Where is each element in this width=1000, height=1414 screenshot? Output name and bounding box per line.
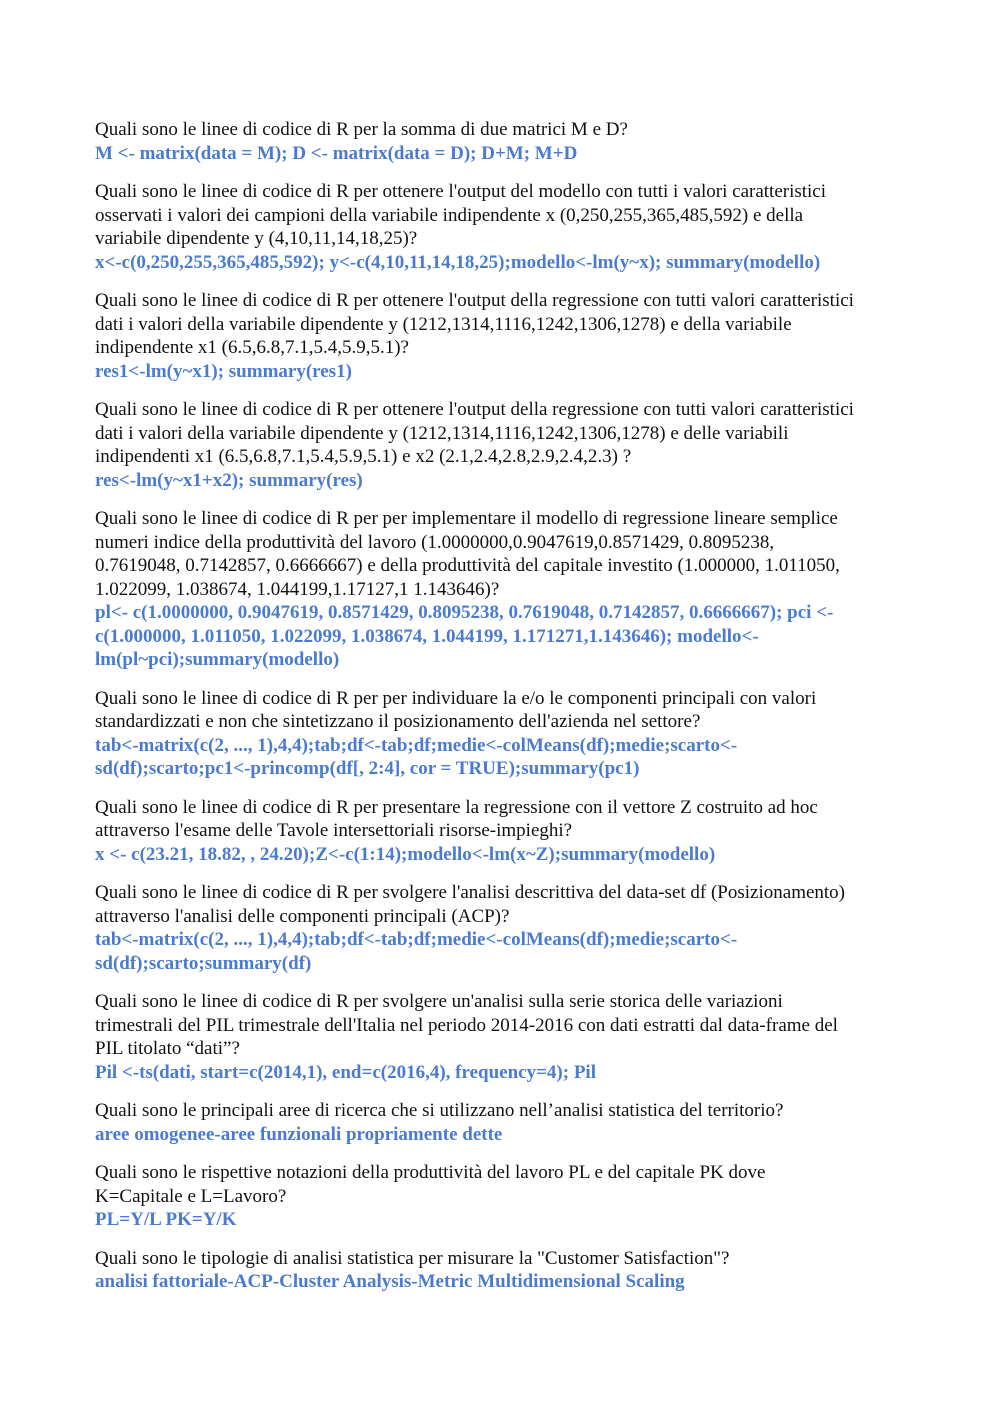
question-text: Quali sono le principali aree di ricerca che si utilizzano nell’analisi statistica del territorio? <box>95 1100 784 1121</box>
question-text: Quali sono le linee di codice di R per ottenere l'output del modello con tutti i valori caratteristici osservati i valori dei campioni della variabile indipendente x (0,250,255,365,485,592) e della variabile dipendente y (4,10,11,14,18,25)? <box>95 181 827 249</box>
qa-item <box>95 1247 915 1294</box>
qa-item <box>95 881 915 975</box>
answer-text: tab<-matrix(c(2, ..., 1),4,4);tab;df<-tab;df;medie<-colMeans(df);medie;scarto<- sd(df);scarto;pc1<-princomp(df[, 2:4], cor = TRUE);summary(pc1) <box>95 734 738 779</box>
answer-text: x <- c(23.21, 18.82, , 24.20);Z<-c(1:14);modello<-lm(x~Z);summary(modello) <box>95 843 716 865</box>
question-text: Quali sono le linee di codice di R per ottenere l'output della regressione con tutti valori caratteristici dati i valori della variabile dipendente y (1212,1314,1116,1242,1306,1278) e delle variabili indipendenti x1 (6.5,6.8,7.1,5.4,5.9,5.1) e x2 (2.1,2.4,2.8,2.9,2.4,2.3) ? <box>95 399 854 467</box>
document-page <box>95 118 915 1309</box>
answer-text: x<-c(0,250,255,365,485,592); y<-c(4,10,11,14,18,25);modello<-lm(y~x); summary(modello) <box>95 251 821 273</box>
question-text: Quali sono le linee di codice di R per svolgere l'analisi descrittiva del data-set df (Posizionamento) attraverso l'analisi delle componenti principali (ACP)? <box>95 882 846 927</box>
answer-text: aree omogenee-aree funzionali propriamente dette <box>95 1123 503 1145</box>
qa-item <box>95 398 915 492</box>
answer-text: tab<-matrix(c(2, ..., 1),4,4);tab;df<-tab;df;medie<-colMeans(df);medie;scarto<- sd(df);scarto;summary(df) <box>95 929 738 974</box>
qa-item <box>95 180 915 274</box>
answer-text: Pil <-ts(dati, start=c(2014,1), end=c(2016,4), frequency=4); Pil <box>95 1061 596 1083</box>
answer-text: analisi fattoriale-ACP-Cluster Analysis-Metric Multidimensional Scaling <box>95 1271 685 1292</box>
question-text: Quali sono le linee di codice di R per ottenere l'output della regressione con tutti valori caratteristici dati i valori della variabile dipendente y (1212,1314,1116,1242,1306,1278) e della variabile indipendente x1 (6.5,6.8,7.1,5.4,5.9,5.1)? <box>95 290 854 358</box>
answer-text: res<-lm(y~x1+x2); summary(res) <box>95 469 363 491</box>
answer-text: pl<- c(1.0000000, 0.9047619, 0.8571429, 0.8095238, 0.7619048, 0.7142857, 0.6666667); pci <- c(1.000000, 1.011050, 1.022099, 1.038674, 1.044199, 1.171271,1.143646); modello<- lm(pl~pci);summary(modello) <box>95 602 834 670</box>
qa-item <box>95 1161 915 1232</box>
answer-text: PL=Y/L PK=Y/K <box>95 1209 237 1230</box>
question-text: Quali sono le linee di codice di R per svolgere un'analisi sulla serie storica delle variazioni trimestrali del PIL trimestrale dell'Italia nel periodo 2014-2016 con dati estratti dal data-frame del PIL titolato “dati”? <box>95 991 838 1059</box>
qa-item <box>95 118 915 165</box>
qa-item <box>95 687 915 781</box>
answer-text: M <- matrix(data = M); D <- matrix(data = D); D+M; M+D <box>95 142 578 164</box>
qa-item <box>95 990 915 1084</box>
question-text: Quali sono le linee di codice di R per la somma di due matrici M e D? <box>95 119 628 140</box>
qa-item <box>95 507 915 672</box>
question-text: Quali sono le linee di codice di R per per individuare la e/o le componenti principali con valori standardizzati e non che sintetizzano il posizionamento dell'azienda nel settore? <box>95 687 817 732</box>
question-text: Quali sono le linee di codice di R per presentare la regressione con il vettore Z costruito ad hoc attraverso l'esame delle Tavole intersettoriali risorse-impieghi? <box>95 796 818 841</box>
question-text: Quali sono le tipologie di analisi statistica per misurare la "Customer Satisfaction"? <box>95 1247 730 1269</box>
qa-item <box>95 1099 915 1146</box>
question-text: Quali sono le rispettive notazioni della produttività del lavoro PL e del capitale PK dove K=Capitale e L=Lavoro? <box>95 1162 766 1207</box>
qa-item <box>95 796 915 867</box>
question-text: Quali sono le linee di codice di R per per implementare il modello di regressione lineare semplice numeri indice della produttività del lavoro (1.0000000,0.9047619,0.8571429, 0.8095238, 0.7619048, 0.7142857, 0.6666667) e della produttività del capitale investito (1.000000, 1.011050, 1.022099, 1.038674, 1.044199,1.17127,1 1.143646)? <box>95 508 840 600</box>
answer-text: res1<-lm(y~x1); summary(res1) <box>95 360 352 382</box>
qa-item <box>95 289 915 383</box>
